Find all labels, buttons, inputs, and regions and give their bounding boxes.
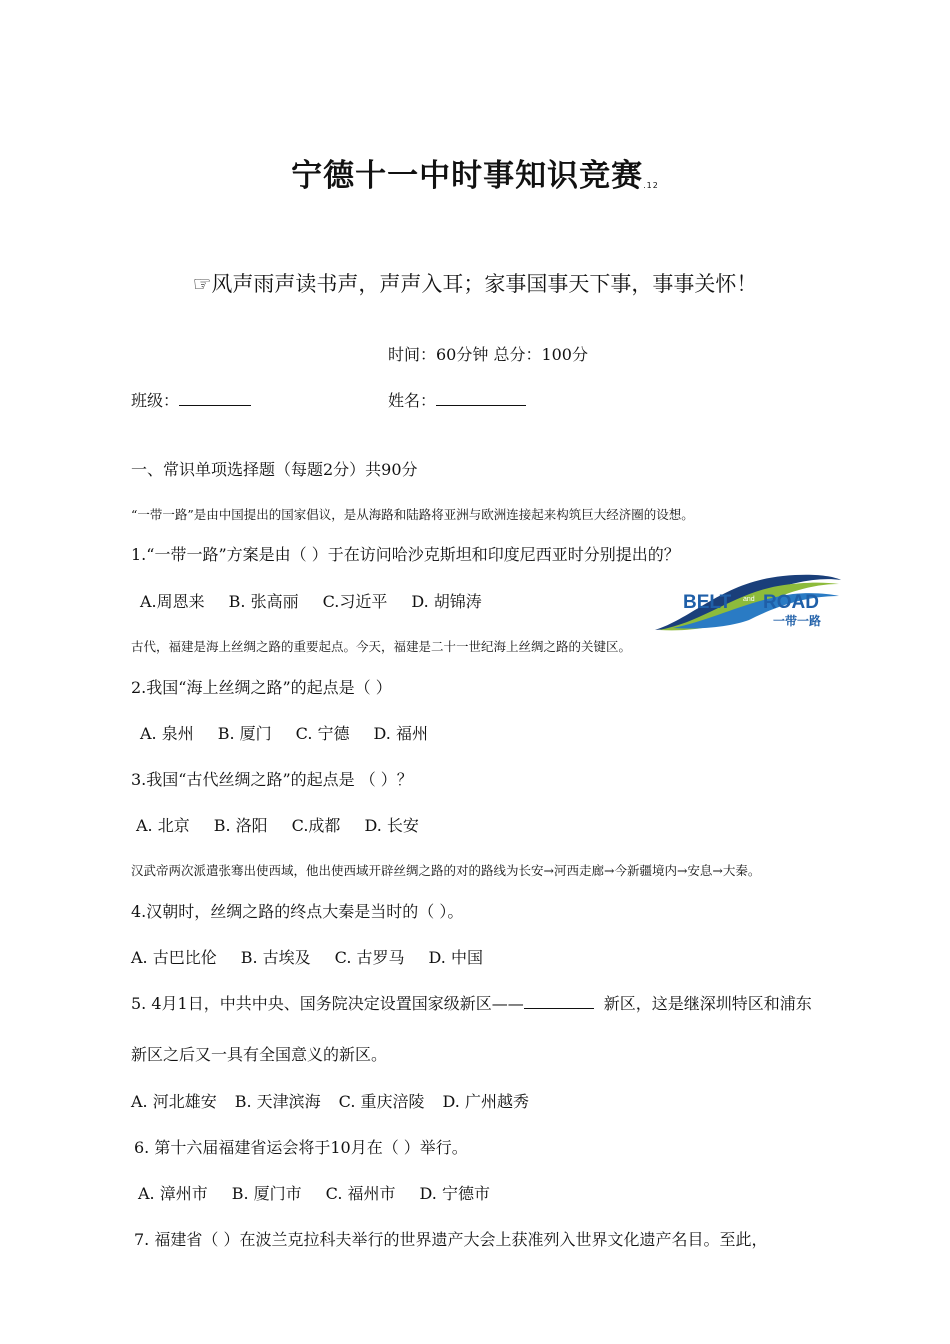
question-4: 4.汉朝时，丝绸之路的终点大秦是当时的（ ）。 [131, 902, 464, 921]
logo-and: and [743, 596, 755, 603]
option-a[interactable]: A. 漳州市 [138, 1184, 208, 1203]
name-blank[interactable] [436, 391, 526, 406]
option-d[interactable]: D. 中国 [428, 948, 483, 967]
option-d[interactable]: D. 胡锦涛 [411, 592, 482, 611]
question-7: 7. 福建省（ ）在波兰克拉科夫举行的世界遗产大会上获准列入世界文化遗产名目。至此， [134, 1230, 768, 1249]
option-c[interactable]: C. 福州市 [325, 1184, 396, 1203]
option-a[interactable]: A. 河北雄安 [131, 1092, 217, 1111]
belt-and-road-logo [653, 570, 843, 632]
note-belt-road: “一带一路”是由中国提出的国家倡议，是从海路和陆路将亚洲与欧洲连接起来构筑巨大经济圈的设想。 [131, 507, 694, 522]
class-field [131, 388, 251, 411]
option-c[interactable]: C. 重庆涪陵 [338, 1092, 425, 1111]
section-heading: 一、常识单项选择题（每题2分）共90分 [131, 460, 418, 479]
option-b[interactable]: B. 天津滨海 [234, 1092, 321, 1111]
question-3: 3.我国“古代丝绸之路”的起点是 （ ）？ [131, 770, 413, 789]
question-2: 2.我国“海上丝绸之路”的起点是（ ） [131, 678, 392, 697]
page-title: 宁德十一中时事知识竞赛$^{.12}$ [291, 158, 659, 194]
question-5-blank[interactable] [524, 994, 594, 1009]
option-c[interactable]: C.成都 [291, 816, 341, 835]
question-6: 6. 第十六届福建省运会将于10月在（ ）举行。 [134, 1138, 468, 1157]
title-mark: .12 [643, 181, 659, 190]
question-1-options [140, 589, 506, 612]
question-5-text-b: 新区，这是继深圳特区和浦东 [603, 994, 812, 1013]
option-b[interactable]: B. 张高丽 [228, 592, 299, 611]
option-d[interactable]: D. 长安 [364, 816, 419, 835]
note-han: 汉武帝两次派遣张骞出使西域，他出使西域开辟丝绸之路的对的路线为长安→河西走廊→今新疆境内→安息→大秦。 [131, 863, 761, 878]
question-5-options [131, 1089, 553, 1112]
logo-road: ROAD [763, 592, 819, 613]
option-b[interactable]: B. 厦门 [217, 724, 272, 743]
option-b[interactable]: B. 洛阳 [213, 816, 268, 835]
question-5-text-a: 5. 4月1日，中共中央、国务院决定设置国家级新区—— [131, 994, 524, 1013]
option-b[interactable]: B. 古埃及 [240, 948, 311, 967]
option-d[interactable]: D. 宁德市 [419, 1184, 490, 1203]
question-6-options [138, 1181, 514, 1204]
question-5 [131, 991, 812, 1014]
option-d[interactable]: D. 福州 [373, 724, 428, 743]
question-3-options [136, 813, 443, 836]
option-a[interactable]: A. 北京 [136, 816, 190, 835]
option-b[interactable]: B. 厦门市 [231, 1184, 302, 1203]
motto: ☞风声雨声读书声，声声入耳；家事国事天下事，事事关怀！ [192, 272, 758, 296]
name-field [388, 388, 526, 411]
question-2-options [140, 721, 452, 744]
class-blank[interactable] [179, 391, 251, 406]
option-a[interactable]: A. 泉州 [140, 724, 194, 743]
name-label: 姓名： [388, 391, 437, 410]
exam-meta: 时间：60分钟 总分：100分 [388, 345, 588, 364]
logo-belt: BELT [683, 592, 732, 613]
question-4-options [131, 945, 507, 968]
note-fujian: 古代，福建是海上丝绸之路的重要起点。今天，福建是二十一世纪海上丝绸之路的关键区。 [131, 639, 632, 654]
option-d[interactable]: D. 广州越秀 [442, 1092, 529, 1111]
question-1: 1.“一带一路”方案是由（ ）于在访问哈沙克斯坦和印度尼西亚时分别提出的？ [131, 545, 680, 564]
option-c[interactable]: C. 宁德 [295, 724, 350, 743]
logo-cn: 一带一路 [773, 614, 822, 628]
option-c[interactable]: C. 古罗马 [334, 948, 405, 967]
option-a[interactable]: A.周恩来 [140, 592, 205, 611]
class-label: 班级： [131, 391, 180, 410]
option-a[interactable]: A. 古巴比伦 [131, 948, 217, 967]
option-c[interactable]: C.习近平 [322, 592, 388, 611]
question-5-continued: 新区之后又一具有全国意义的新区。 [131, 1045, 388, 1064]
